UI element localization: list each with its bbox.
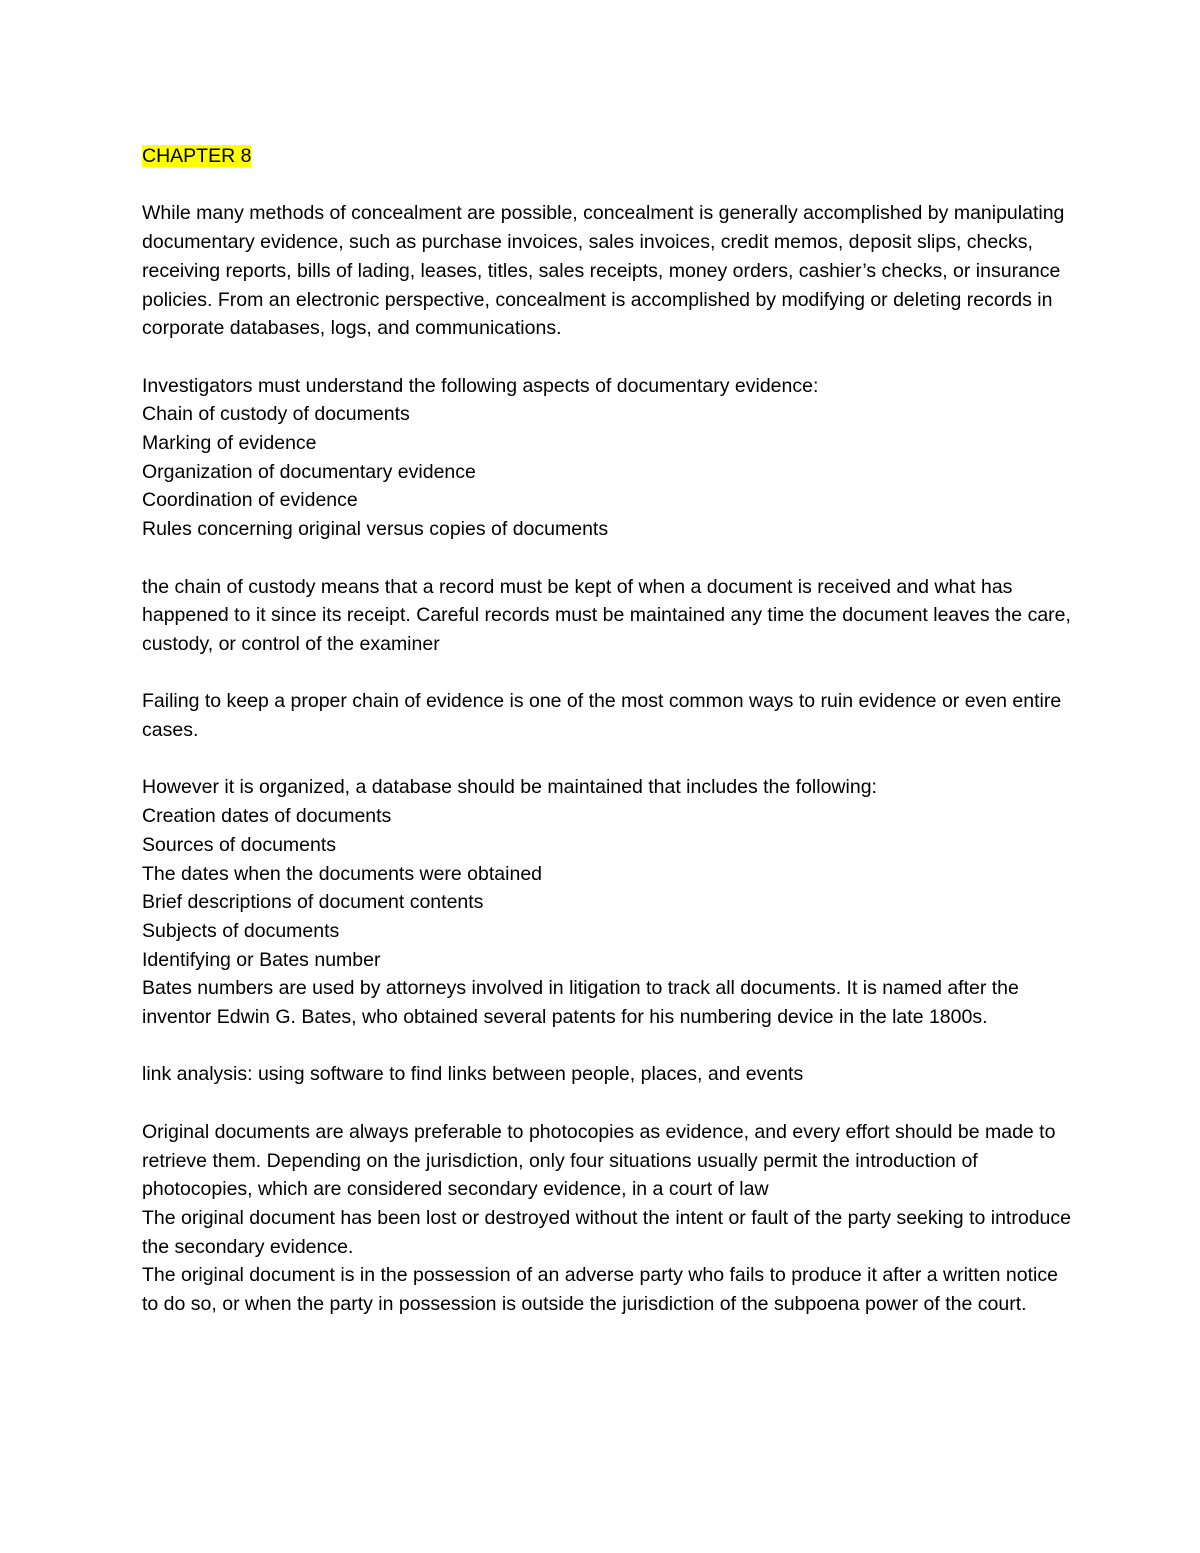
database-item: Identifying or Bates number bbox=[142, 948, 381, 971]
chapter-heading bbox=[142, 142, 1072, 171]
aspect-item: Marking of evidence bbox=[142, 432, 317, 454]
aspects-intro: Investigators must understand the following aspects of documentary evidence: bbox=[142, 374, 819, 397]
aspect-item: Organization of documentary evidence bbox=[142, 460, 476, 483]
aspect-item: Chain of custody of documents bbox=[142, 403, 410, 426]
situation-item: The original document has been lost or destroyed without the intent or fault of the party seeking to introduce the secondary evidence. bbox=[142, 1206, 1071, 1258]
originals-paragraph: Original documents are always preferable to photocopies as evidence, and every effort should be made to retrieve them. Depending on the jurisdiction, only four situations usually permit the introduction of photocopies, which are considered secondary evidence, in a court of law bbox=[142, 1120, 1056, 1201]
aspect-item: Rules concerning original versus copies of documents bbox=[142, 518, 609, 541]
spacer bbox=[142, 1032, 1072, 1061]
database-intro: However it is organized, a database should be maintained that includes the following: bbox=[142, 776, 877, 799]
spacer bbox=[142, 171, 1072, 200]
link-analysis-paragraph: link analysis: using software to find links between people, places, and events bbox=[142, 1063, 804, 1086]
aspect-item: Coordination of evidence bbox=[142, 489, 358, 512]
failing-chain-paragraph: Failing to keep a proper chain of evidence is one of the most common ways to ruin evidence or even entire cases. bbox=[142, 690, 1062, 741]
spacer bbox=[142, 343, 1072, 372]
situation-item: The original document is in the possession of an adverse party who fails to produce it after a written notice to do so, or when the party in possession is outside the jurisdiction of the subpoena power of the court. bbox=[142, 1264, 1058, 1316]
spacer bbox=[142, 1089, 1072, 1118]
chain-of-custody-paragraph: the chain of custody means that a record must be kept of when a document is received and what has happened to it since its receipt. Careful records must be maintained any time the document leaves the care, custody, or control of the examiner bbox=[142, 575, 1071, 655]
spacer bbox=[142, 745, 1072, 774]
spacer bbox=[142, 544, 1072, 573]
database-item: Creation dates of documents bbox=[142, 805, 392, 828]
document-body bbox=[142, 142, 1072, 1319]
chapter-heading-text: CHAPTER 8 bbox=[142, 145, 252, 167]
database-item: The dates when the documents were obtained bbox=[142, 862, 543, 885]
bates-paragraph: Bates numbers are used by attorneys involved in litigation to track all documents. It is named after the inventor Edwin G. Bates, who obtained several patents for his numbering device in the late 1800s. bbox=[142, 977, 1019, 1029]
database-item: Brief descriptions of document contents bbox=[142, 891, 484, 914]
database-item: Subjects of documents bbox=[142, 919, 340, 942]
intro-paragraph: While many methods of concealment are possible, concealment is generally accomplished by manipulating documentary evidence, such as purchase invoices, sales invoices, credit memos, deposit slips, checks, receiving reports, bills of lading, leases, titles, sales receipts, money orders, cashier’s checks, or insurance policies. From an electronic perspective, concealment is accomplished by modifying or deleting records in corporate databases, logs, and communications. bbox=[142, 202, 1065, 340]
spacer bbox=[142, 659, 1072, 688]
database-item: Sources of documents bbox=[142, 833, 337, 856]
